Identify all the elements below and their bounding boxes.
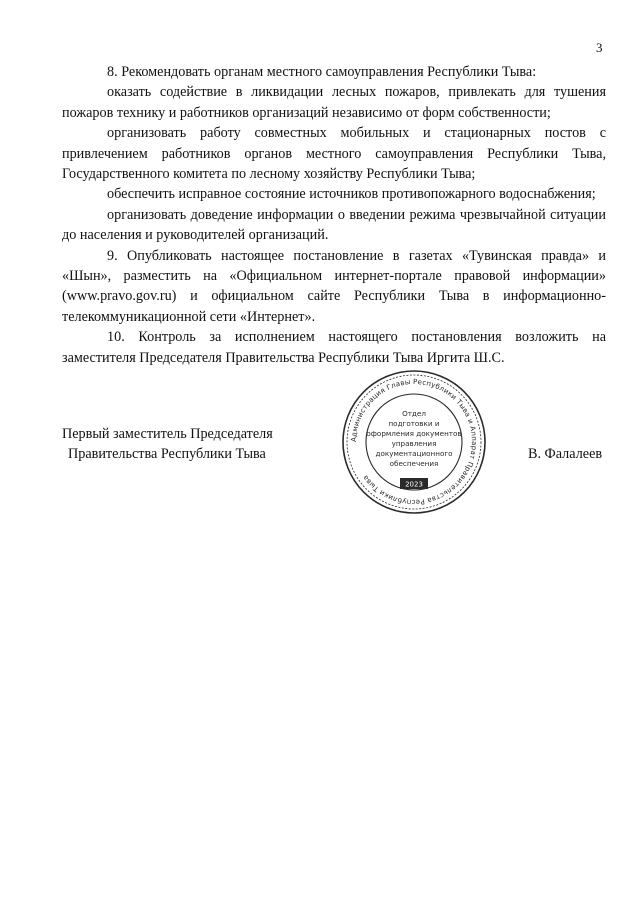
paragraph-assist-fire: оказать содействие в ликвидации лесных пожаров, привлекать для тушения пожаров технику и работников организаций независимо от форм собственности; (62, 84, 606, 121)
signer-title-line-1: Первый заместитель Председателя (62, 426, 273, 442)
paragraph-water-supply: обеспечить исправное состояние источников противопожарного водоснабжения; (107, 186, 596, 203)
paragraph-item-10: 10. Контроль за исполнением настоящего постановления возложить на заместителя Председателя Правительства Республики Тыва Иргита Ш.С. (62, 329, 606, 366)
seal-inner-line-2: подготовки и (388, 419, 440, 428)
seal-inner-line-6: обеспечения (389, 459, 439, 468)
paragraph-inform-population: организовать доведение информации о введении режима чрезвычайной ситуации до населения и руководителей организаций. (62, 206, 606, 244)
seal-inner-line-3: оформления документов (366, 429, 462, 438)
seal-inner-line-5: документационного (375, 449, 453, 458)
document-body (62, 62, 606, 368)
official-seal-stamp (340, 368, 488, 516)
seal-inner-line-1: Отдел (402, 409, 426, 418)
signer-title-line-2: Правительства Республики Тыва (68, 446, 266, 463)
page-number: 3 (596, 40, 603, 55)
paragraph-item-8: 8. Рекомендовать органам местного самоуправления Республики Тыва: (107, 64, 537, 80)
seal-bottom-label: 2023 (405, 480, 423, 489)
signer-name: В. Фалалеев (528, 446, 603, 462)
paragraph-organize-posts: организовать работу совместных мобильных и стационарных постов с привлечением работников органов местного самоуправления Республики Тыва, Государственного комитета по лесному хозяйству Республики Тыва; (62, 125, 606, 183)
seal-outer-text: Администрация Главы Республики Тыва и Аппарат Правительства Республики Тыва (349, 377, 479, 507)
seal-inner-line-4: управления (391, 439, 437, 448)
signer-title (62, 424, 273, 465)
paragraph-item-9: 9. Опубликовать настоящее постановление в газетах «Тувинская правда» и «Шын», разместить на «Официальном интернет-портале правовой информации» (www.pravo.gov.ru) и официальном сайте Республики Тыва в информационно-телекоммуникационной сети «Интернет». (62, 247, 606, 325)
